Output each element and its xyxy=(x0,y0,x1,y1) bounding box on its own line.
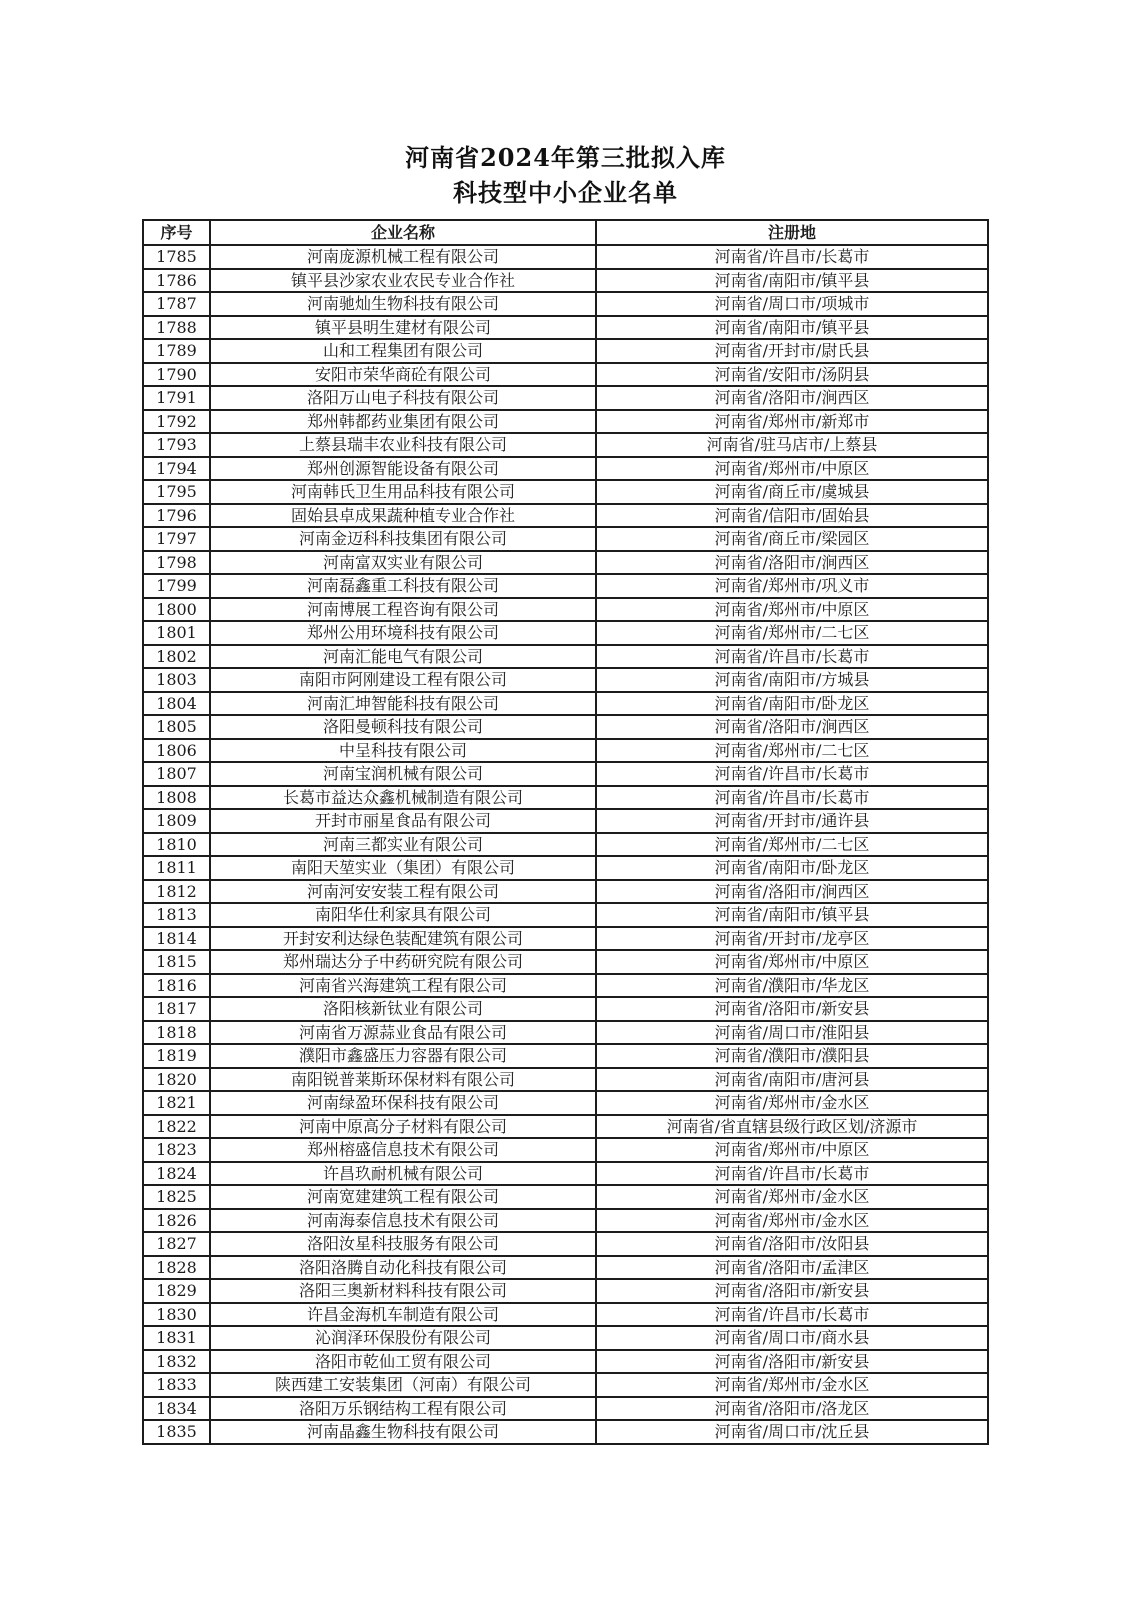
table-row xyxy=(143,1068,988,1092)
row-index-cell: 1809 xyxy=(143,809,210,833)
registration-cell: 河南省/信阳市/固始县 xyxy=(596,504,988,528)
company-name-cell: 河南金迈科科技集团有限公司 xyxy=(210,527,596,551)
company-name-cell: 河南磊鑫重工科技有限公司 xyxy=(210,574,596,598)
table-header-row xyxy=(143,220,988,245)
table-row xyxy=(143,1350,988,1374)
registration-cell: 河南省/郑州市/巩义市 xyxy=(596,574,988,598)
company-name-cell: 河南汇能电气有限公司 xyxy=(210,645,596,669)
company-name-cell: 河南省万源蒜业食品有限公司 xyxy=(210,1021,596,1045)
table-row xyxy=(143,950,988,974)
registration-cell: 河南省/郑州市/金水区 xyxy=(596,1185,988,1209)
table-row xyxy=(143,363,988,387)
row-index-cell: 1808 xyxy=(143,786,210,810)
table-row xyxy=(143,1303,988,1327)
table-row xyxy=(143,527,988,551)
header-index: 序号 xyxy=(143,220,210,245)
title-line-1: 河南省2024年第三批拟入库 xyxy=(405,143,726,172)
company-name-cell: 镇平县沙家农业农民专业合作社 xyxy=(210,269,596,293)
row-index-cell: 1797 xyxy=(143,527,210,551)
row-index-cell: 1815 xyxy=(143,950,210,974)
table-row xyxy=(143,245,988,269)
row-index-cell: 1829 xyxy=(143,1279,210,1303)
table-row xyxy=(143,1209,988,1233)
registration-cell: 河南省/洛阳市/涧西区 xyxy=(596,551,988,575)
row-index-cell: 1811 xyxy=(143,856,210,880)
table-row xyxy=(143,1373,988,1397)
row-index-cell: 1832 xyxy=(143,1350,210,1374)
table-row xyxy=(143,621,988,645)
registration-cell: 河南省/郑州市/金水区 xyxy=(596,1209,988,1233)
registration-cell: 河南省/郑州市/二七区 xyxy=(596,739,988,763)
registration-cell: 河南省/许昌市/长葛市 xyxy=(596,645,988,669)
row-index-cell: 1805 xyxy=(143,715,210,739)
row-index-cell: 1788 xyxy=(143,316,210,340)
company-name-cell: 河南庞源机械工程有限公司 xyxy=(210,245,596,269)
row-index-cell: 1822 xyxy=(143,1115,210,1139)
table-row xyxy=(143,433,988,457)
table-row xyxy=(143,504,988,528)
row-index-cell: 1789 xyxy=(143,339,210,363)
table-row xyxy=(143,410,988,434)
row-index-cell: 1787 xyxy=(143,292,210,316)
row-index-cell: 1793 xyxy=(143,433,210,457)
company-name-cell: 河南绿盈环保科技有限公司 xyxy=(210,1091,596,1115)
company-name-cell: 郑州榕盛信息技术有限公司 xyxy=(210,1138,596,1162)
table-row xyxy=(143,386,988,410)
table-row xyxy=(143,1115,988,1139)
company-name-cell: 许昌玖耐机械有限公司 xyxy=(210,1162,596,1186)
company-name-cell: 河南富双实业有限公司 xyxy=(210,551,596,575)
registration-cell: 河南省/洛阳市/涧西区 xyxy=(596,880,988,904)
company-name-cell: 南阳市阿刚建设工程有限公司 xyxy=(210,668,596,692)
table-row xyxy=(143,551,988,575)
registration-cell: 河南省/南阳市/唐河县 xyxy=(596,1068,988,1092)
registration-cell: 河南省/开封市/通许县 xyxy=(596,809,988,833)
registration-cell: 河南省/洛阳市/洛龙区 xyxy=(596,1397,988,1421)
company-name-cell: 河南宽建建筑工程有限公司 xyxy=(210,1185,596,1209)
registration-cell: 河南省/周口市/商水县 xyxy=(596,1326,988,1350)
company-name-cell: 河南汇坤智能科技有限公司 xyxy=(210,692,596,716)
table-row xyxy=(143,833,988,857)
company-name-cell: 河南博展工程咨询有限公司 xyxy=(210,598,596,622)
registration-cell: 河南省/许昌市/长葛市 xyxy=(596,1162,988,1186)
registration-cell: 河南省/郑州市/金水区 xyxy=(596,1373,988,1397)
table-row xyxy=(143,1397,988,1421)
company-name-cell: 洛阳市乾仙工贸有限公司 xyxy=(210,1350,596,1374)
registration-cell: 河南省/洛阳市/新安县 xyxy=(596,1279,988,1303)
row-index-cell: 1819 xyxy=(143,1044,210,1068)
registration-cell: 河南省/开封市/尉氏县 xyxy=(596,339,988,363)
table-row xyxy=(143,809,988,833)
row-index-cell: 1814 xyxy=(143,927,210,951)
row-index-cell: 1801 xyxy=(143,621,210,645)
row-index-cell: 1834 xyxy=(143,1397,210,1421)
company-name-cell: 洛阳万山电子科技有限公司 xyxy=(210,386,596,410)
registration-cell: 河南省/南阳市/镇平县 xyxy=(596,269,988,293)
table-row xyxy=(143,739,988,763)
table-row xyxy=(143,1279,988,1303)
registration-cell: 河南省/南阳市/镇平县 xyxy=(596,903,988,927)
company-name-cell: 山和工程集团有限公司 xyxy=(210,339,596,363)
registration-cell: 河南省/洛阳市/孟津区 xyxy=(596,1256,988,1280)
registration-cell: 河南省/濮阳市/华龙区 xyxy=(596,974,988,998)
company-name-cell: 洛阳三奥新材料科技有限公司 xyxy=(210,1279,596,1303)
company-name-cell: 郑州瑞达分子中药研究院有限公司 xyxy=(210,950,596,974)
row-index-cell: 1825 xyxy=(143,1185,210,1209)
row-index-cell: 1785 xyxy=(143,245,210,269)
row-index-cell: 1810 xyxy=(143,833,210,857)
company-name-cell: 郑州韩都药业集团有限公司 xyxy=(210,410,596,434)
company-name-cell: 河南河安安装工程有限公司 xyxy=(210,880,596,904)
registration-cell: 河南省/商丘市/梁园区 xyxy=(596,527,988,551)
company-name-cell: 洛阳洛腾自动化科技有限公司 xyxy=(210,1256,596,1280)
table-row xyxy=(143,1091,988,1115)
company-name-cell: 河南海泰信息技术有限公司 xyxy=(210,1209,596,1233)
row-index-cell: 1821 xyxy=(143,1091,210,1115)
registration-cell: 河南省/周口市/沈丘县 xyxy=(596,1420,988,1444)
table-row xyxy=(143,645,988,669)
row-index-cell: 1833 xyxy=(143,1373,210,1397)
company-name-cell: 许昌金海机车制造有限公司 xyxy=(210,1303,596,1327)
company-name-cell: 开封市丽星食品有限公司 xyxy=(210,809,596,833)
registration-cell: 河南省/洛阳市/汝阳县 xyxy=(596,1232,988,1256)
table-row xyxy=(143,292,988,316)
registration-cell: 河南省/许昌市/长葛市 xyxy=(596,245,988,269)
table-row xyxy=(143,786,988,810)
table-row xyxy=(143,1044,988,1068)
header-company-name: 企业名称 xyxy=(210,220,596,245)
row-index-cell: 1786 xyxy=(143,269,210,293)
registration-cell: 河南省/南阳市/卧龙区 xyxy=(596,692,988,716)
company-name-cell: 洛阳核新钛业有限公司 xyxy=(210,997,596,1021)
registration-cell: 河南省/周口市/淮阳县 xyxy=(596,1021,988,1045)
registration-cell: 河南省/郑州市/中原区 xyxy=(596,457,988,481)
table-row xyxy=(143,762,988,786)
registration-cell: 河南省/许昌市/长葛市 xyxy=(596,762,988,786)
company-name-cell: 郑州公用环境科技有限公司 xyxy=(210,621,596,645)
table-row xyxy=(143,457,988,481)
company-name-cell: 陕西建工安装集团（河南）有限公司 xyxy=(210,1373,596,1397)
registration-cell: 河南省/郑州市/中原区 xyxy=(596,950,988,974)
company-name-cell: 固始县卓成果蔬种植专业合作社 xyxy=(210,504,596,528)
company-name-cell: 郑州创源智能设备有限公司 xyxy=(210,457,596,481)
row-index-cell: 1835 xyxy=(143,1420,210,1444)
table-row xyxy=(143,1162,988,1186)
company-name-cell: 中呈科技有限公司 xyxy=(210,739,596,763)
company-table xyxy=(142,219,989,1445)
company-name-cell: 安阳市荣华商砼有限公司 xyxy=(210,363,596,387)
registration-cell: 河南省/郑州市/二七区 xyxy=(596,833,988,857)
registration-cell: 河南省/郑州市/中原区 xyxy=(596,1138,988,1162)
company-name-cell: 河南韩氏卫生用品科技有限公司 xyxy=(210,480,596,504)
registration-cell: 河南省/周口市/项城市 xyxy=(596,292,988,316)
company-name-cell: 开封安利达绿色装配建筑有限公司 xyxy=(210,927,596,951)
row-index-cell: 1795 xyxy=(143,480,210,504)
registration-cell: 河南省/商丘市/虞城县 xyxy=(596,480,988,504)
table-row xyxy=(143,269,988,293)
table-row xyxy=(143,903,988,927)
table-row xyxy=(143,316,988,340)
registration-cell: 河南省/郑州市/二七区 xyxy=(596,621,988,645)
table-row xyxy=(143,668,988,692)
company-name-cell: 河南三都实业有限公司 xyxy=(210,833,596,857)
row-index-cell: 1803 xyxy=(143,668,210,692)
registration-cell: 河南省/南阳市/镇平县 xyxy=(596,316,988,340)
table-row xyxy=(143,1420,988,1444)
row-index-cell: 1798 xyxy=(143,551,210,575)
table-header xyxy=(143,220,988,245)
registration-cell: 河南省/安阳市/汤阴县 xyxy=(596,363,988,387)
row-index-cell: 1792 xyxy=(143,410,210,434)
row-index-cell: 1823 xyxy=(143,1138,210,1162)
row-index-cell: 1794 xyxy=(143,457,210,481)
row-index-cell: 1824 xyxy=(143,1162,210,1186)
table-row xyxy=(143,1256,988,1280)
company-name-cell: 上蔡县瑞丰农业科技有限公司 xyxy=(210,433,596,457)
company-name-cell: 南阳华仕利家具有限公司 xyxy=(210,903,596,927)
row-index-cell: 1820 xyxy=(143,1068,210,1092)
company-name-cell: 洛阳汝星科技服务有限公司 xyxy=(210,1232,596,1256)
row-index-cell: 1831 xyxy=(143,1326,210,1350)
registration-cell: 河南省/洛阳市/新安县 xyxy=(596,997,988,1021)
registration-cell: 河南省/洛阳市/涧西区 xyxy=(596,386,988,410)
row-index-cell: 1830 xyxy=(143,1303,210,1327)
table-row xyxy=(143,1232,988,1256)
registration-cell: 河南省/洛阳市/新安县 xyxy=(596,1350,988,1374)
table-row xyxy=(143,598,988,622)
table-row xyxy=(143,574,988,598)
company-name-cell: 南阳天堃实业（集团）有限公司 xyxy=(210,856,596,880)
registration-cell: 河南省/南阳市/方城县 xyxy=(596,668,988,692)
company-name-cell: 河南中原高分子材料有限公司 xyxy=(210,1115,596,1139)
registration-cell: 河南省/省直辖县级行政区划/济源市 xyxy=(596,1115,988,1139)
registration-cell: 河南省/驻马店市/上蔡县 xyxy=(596,433,988,457)
row-index-cell: 1826 xyxy=(143,1209,210,1233)
row-index-cell: 1802 xyxy=(143,645,210,669)
row-index-cell: 1816 xyxy=(143,974,210,998)
row-index-cell: 1817 xyxy=(143,997,210,1021)
row-index-cell: 1812 xyxy=(143,880,210,904)
registration-cell: 河南省/南阳市/卧龙区 xyxy=(596,856,988,880)
registration-cell: 河南省/许昌市/长葛市 xyxy=(596,1303,988,1327)
table-body xyxy=(143,245,988,1444)
table-row xyxy=(143,880,988,904)
row-index-cell: 1807 xyxy=(143,762,210,786)
company-name-cell: 沁润泽环保股份有限公司 xyxy=(210,1326,596,1350)
document-title xyxy=(0,0,1131,210)
registration-cell: 河南省/洛阳市/涧西区 xyxy=(596,715,988,739)
table-row xyxy=(143,1138,988,1162)
table-row xyxy=(143,480,988,504)
registration-cell: 河南省/许昌市/长葛市 xyxy=(596,786,988,810)
company-name-cell: 河南晶鑫生物科技有限公司 xyxy=(210,1420,596,1444)
table-row xyxy=(143,1021,988,1045)
table-row xyxy=(143,1326,988,1350)
header-registration: 注册地 xyxy=(596,220,988,245)
table-row xyxy=(143,927,988,951)
registration-cell: 河南省/郑州市/新郑市 xyxy=(596,410,988,434)
row-index-cell: 1804 xyxy=(143,692,210,716)
row-index-cell: 1818 xyxy=(143,1021,210,1045)
company-name-cell: 河南省兴海建筑工程有限公司 xyxy=(210,974,596,998)
company-name-cell: 河南驰灿生物科技有限公司 xyxy=(210,292,596,316)
row-index-cell: 1796 xyxy=(143,504,210,528)
company-name-cell: 濮阳市鑫盛压力容器有限公司 xyxy=(210,1044,596,1068)
row-index-cell: 1799 xyxy=(143,574,210,598)
row-index-cell: 1827 xyxy=(143,1232,210,1256)
registration-cell: 河南省/濮阳市/濮阳县 xyxy=(596,1044,988,1068)
company-name-cell: 河南宝润机械有限公司 xyxy=(210,762,596,786)
table-row xyxy=(143,974,988,998)
row-index-cell: 1813 xyxy=(143,903,210,927)
table-row xyxy=(143,1185,988,1209)
registration-cell: 河南省/开封市/龙亭区 xyxy=(596,927,988,951)
table-row xyxy=(143,856,988,880)
row-index-cell: 1791 xyxy=(143,386,210,410)
table-row xyxy=(143,997,988,1021)
table-row xyxy=(143,692,988,716)
company-name-cell: 洛阳曼顿科技有限公司 xyxy=(210,715,596,739)
company-name-cell: 长葛市益达众鑫机械制造有限公司 xyxy=(210,786,596,810)
row-index-cell: 1800 xyxy=(143,598,210,622)
company-name-cell: 镇平县明生建材有限公司 xyxy=(210,316,596,340)
title-line-2: 科技型中小企业名单 xyxy=(453,178,678,207)
row-index-cell: 1828 xyxy=(143,1256,210,1280)
row-index-cell: 1790 xyxy=(143,363,210,387)
registration-cell: 河南省/郑州市/金水区 xyxy=(596,1091,988,1115)
registration-cell: 河南省/郑州市/中原区 xyxy=(596,598,988,622)
row-index-cell: 1806 xyxy=(143,739,210,763)
table-row xyxy=(143,715,988,739)
company-name-cell: 洛阳万乐钢结构工程有限公司 xyxy=(210,1397,596,1421)
table-row xyxy=(143,339,988,363)
company-name-cell: 南阳锐普莱斯环保材料有限公司 xyxy=(210,1068,596,1092)
